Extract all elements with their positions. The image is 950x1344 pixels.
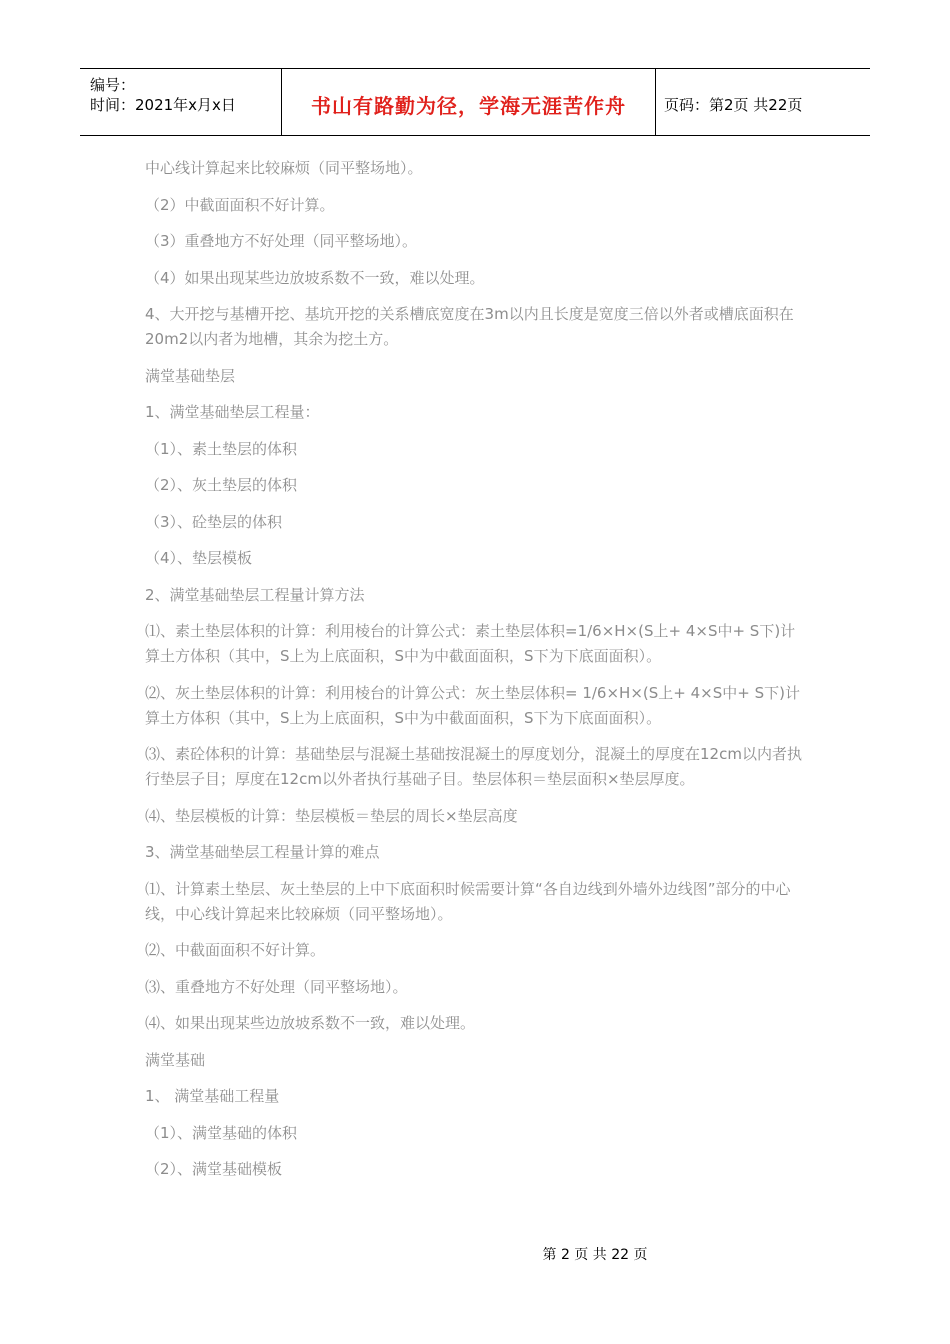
- header-motto: 书山有路勤为径，学海无涯苦作舟: [311, 93, 626, 118]
- document-date-label: 时间：2021年x月x日: [90, 96, 236, 114]
- header-page-number: 页码：第2页 共22页: [664, 95, 803, 114]
- document-body: [145, 156, 810, 1194]
- page-header: [80, 68, 870, 136]
- body-paragraph: （3）、砼垫层的体积: [145, 512, 283, 531]
- body-paragraph: （4）如果出现某些边放坡系数不一致，难以处理。: [145, 268, 485, 287]
- body-paragraph: 满堂基础垫层: [145, 366, 236, 385]
- document-number-label: 编号：: [90, 76, 136, 94]
- body-paragraph: ⑷、垫层模板的计算：垫层模板＝垫层的周长×垫层高度: [145, 806, 518, 825]
- body-paragraph: （1）、素土垫层的体积: [145, 439, 298, 458]
- body-paragraph: ⑵、灰土垫层体积的计算：利用棱台的计算公式：灰土垫层体积= 1/6×H×(S上+ 4×S中+ S下)计算土方体积（其中，S上为上底面积，S中为中截面面积，S下为下底面面积）。: [145, 683, 800, 727]
- header-motto-cell: [282, 69, 656, 135]
- page-footer: [0, 1244, 950, 1264]
- body-paragraph: 1、 满堂基础工程量: [145, 1087, 280, 1105]
- body-paragraph: 满堂基础: [145, 1050, 206, 1069]
- body-paragraph: ⑶、素砼体积的计算：基础垫层与混凝土基础按混凝土的厚度划分，混凝土的厚度在12cm以内者执行垫层子目；厚度在12cm以外者执行基础子目。垫层体积＝垫层面积×垫层厚度。: [145, 745, 802, 788]
- body-paragraph: 3、满堂基础垫层工程量计算的难点: [145, 843, 380, 861]
- body-paragraph: （4）、垫层模板: [145, 549, 253, 567]
- footer-page-number: 第 2 页 共 22 页: [542, 1247, 648, 1263]
- body-paragraph: ⑶、重叠地方不好处理（同平整场地）。: [145, 977, 408, 996]
- body-paragraph: 4、大开挖与基槽开挖、基坑开挖的关系槽底宽度在3m以内且长度是宽度三倍以外者或槽底面积在20m2以内者为地槽，其余为挖土方。: [145, 305, 794, 348]
- header-meta-cell: [80, 69, 282, 135]
- body-paragraph: ⑷、如果出现某些边放坡系数不一致，难以处理。: [145, 1014, 476, 1032]
- body-paragraph: （1）、满堂基础的体积: [145, 1123, 298, 1142]
- body-paragraph: ⑵、中截面面积不好计算。: [145, 941, 326, 959]
- body-paragraph: ⑴、计算素土垫层、灰土垫层的上中下底面积时候需要计算“各自边线到外墙外边线图”部分的中心线，中心线计算起来比较麻烦（同平整场地）。: [145, 879, 791, 923]
- body-paragraph: 1、满堂基础垫层工程量：: [145, 403, 320, 421]
- body-paragraph: （3）重叠地方不好处理（同平整场地）。: [145, 232, 418, 250]
- body-paragraph: （2）、满堂基础模板: [145, 1160, 283, 1178]
- header-page-cell: [656, 69, 870, 135]
- body-paragraph: （2）中截面面积不好计算。: [145, 195, 335, 214]
- body-paragraph: （2）、灰土垫层的体积: [145, 476, 298, 494]
- body-paragraph: 2、满堂基础垫层工程量计算方法: [145, 585, 365, 604]
- body-paragraph: ⑴、素土垫层体积的计算：利用棱台的计算公式：素土垫层体积=1/6×H×(S上+ 4×S中+ S下)计算土方体积（其中，S上为上底面积，S中为中截面面积，S下为下底面面积）。: [145, 622, 796, 665]
- body-paragraph: 中心线计算起来比较麻烦（同平整场地）。: [145, 159, 423, 177]
